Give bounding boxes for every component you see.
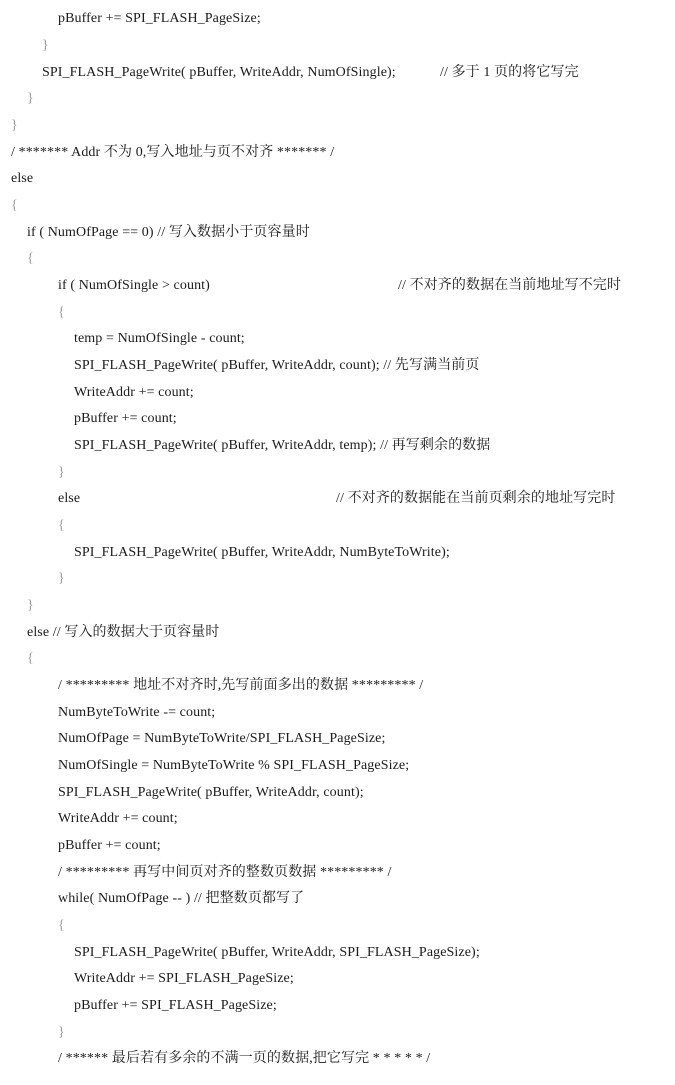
code-text: pBuffer += count; [58, 838, 161, 853]
code-text: } [58, 465, 65, 480]
code-text: } [58, 571, 65, 586]
code-text: } [58, 1025, 65, 1040]
code-text: SPI_FLASH_PageWrite( pBuffer, WriteAddr, SPI_FLASH_PageSize); [74, 945, 480, 960]
code-text: { [58, 918, 65, 933]
code-text: } [11, 118, 18, 133]
code-text: NumOfPage = NumByteToWrite/SPI_FLASH_PageSize; [58, 731, 386, 746]
code-text: / ********* 地址不对齐时,先写前面多出的数据 ********* / [58, 678, 424, 693]
code-text: else [58, 491, 81, 506]
code-text: pBuffer += SPI_FLASH_PageSize; [74, 998, 277, 1013]
code-text: NumByteToWrite -= count; [58, 705, 216, 720]
code-text: SPI_FLASH_PageWrite( pBuffer, WriteAddr, count); [58, 785, 364, 800]
code-text: / ********* 再写中间页对齐的整数页数据 ********* / [58, 865, 392, 880]
code-text: NumOfSingle = NumByteToWrite % SPI_FLASH_PageSize; [58, 758, 410, 773]
code-text: { [58, 305, 65, 320]
code-text: } [27, 598, 34, 613]
code-text: pBuffer += count; [74, 411, 177, 426]
code-text: if ( NumOfSingle > count) [58, 278, 210, 293]
code-text: while( NumOfPage -- ) // 把整数页都写了 [58, 891, 305, 906]
code-text: else // 写入的数据大于页容量时 [27, 625, 220, 640]
code-comment: // 不对齐的数据在当前地址写不完时 [398, 278, 622, 293]
code-text: if ( NumOfPage == 0) // 写入数据小于页容量时 [27, 225, 310, 240]
code-text: { [11, 198, 18, 213]
code-comment: // 多于 1 页的将它写完 [440, 65, 579, 80]
code-comment: // 不对齐的数据能在当前页剩余的地址写完时 [336, 491, 616, 506]
code-text: SPI_FLASH_PageWrite( pBuffer, WriteAddr, NumOfSingle); [42, 65, 396, 80]
code-text: SPI_FLASH_PageWrite( pBuffer, WriteAddr, temp); // 再写剩余的数据 [74, 438, 491, 453]
code-text: temp = NumOfSingle - count; [74, 331, 245, 346]
code-text: WriteAddr += count; [74, 385, 194, 400]
code-text: WriteAddr += count; [58, 811, 178, 826]
code-text: } [42, 38, 49, 53]
code-text: { [27, 651, 34, 666]
code-text: SPI_FLASH_PageWrite( pBuffer, WriteAddr, NumByteToWrite); [74, 545, 450, 560]
code-text: else [11, 171, 34, 186]
code-text: { [58, 518, 65, 533]
code-text: / ******* Addr 不为 0,写入地址与页不对齐 ******* / [11, 145, 335, 160]
code-text: pBuffer += SPI_FLASH_PageSize; [58, 11, 261, 26]
code-text: / ****** 最后若有多余的不满一页的数据,把它写完 * * * * * / [58, 1051, 431, 1066]
code-text: SPI_FLASH_PageWrite( pBuffer, WriteAddr, count); // 先写满当前页 [74, 358, 480, 373]
code-text: { [27, 251, 34, 266]
code-text: } [27, 91, 34, 106]
code-text: WriteAddr += SPI_FLASH_PageSize; [74, 971, 294, 986]
